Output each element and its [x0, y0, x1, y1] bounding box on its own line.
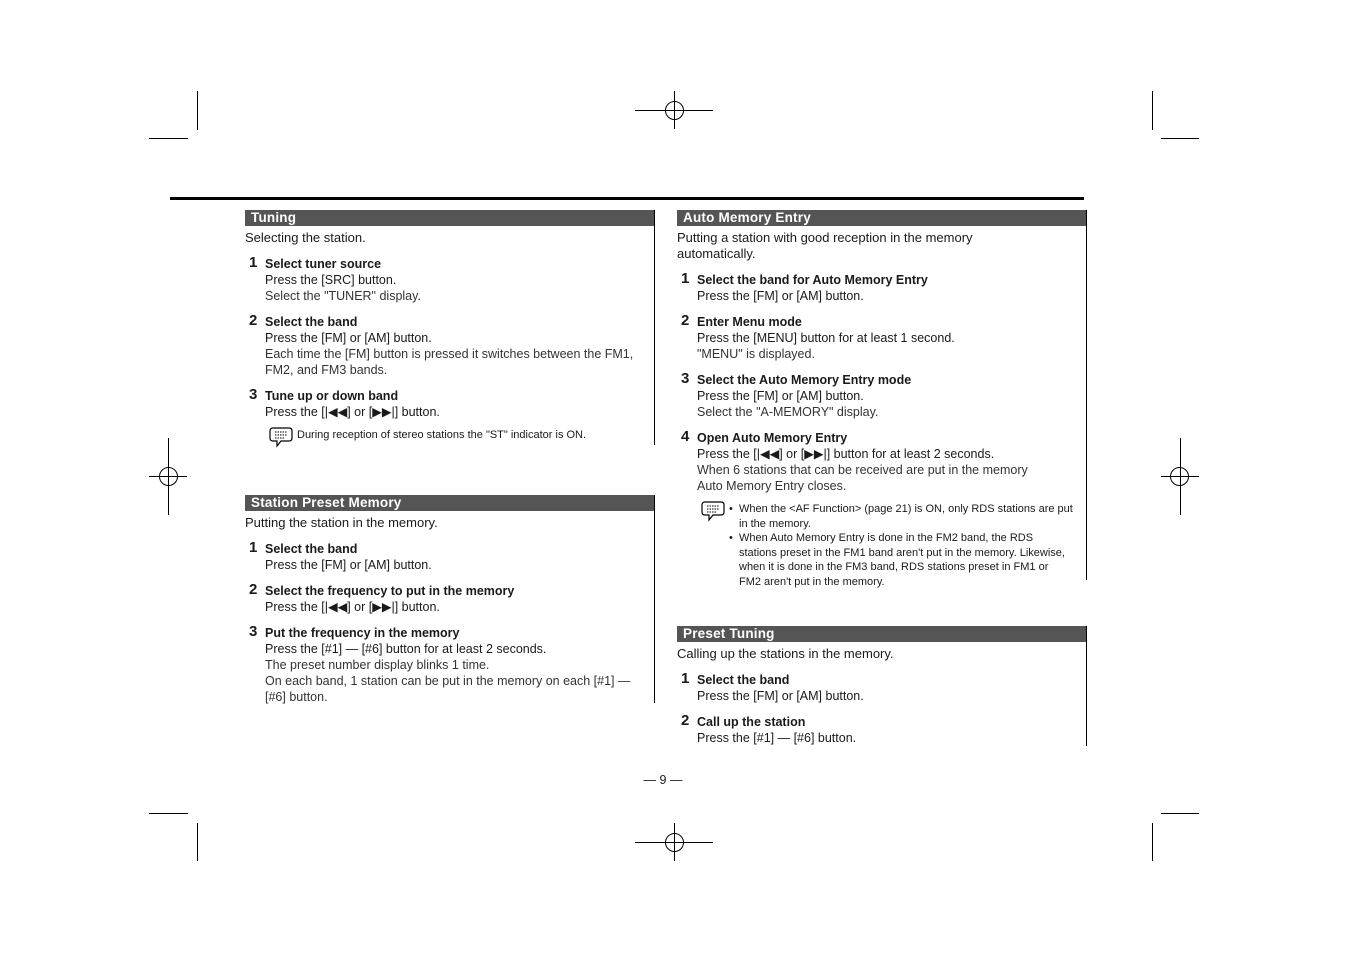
step — [245, 256, 655, 304]
step — [245, 583, 655, 615]
page-number: — 9 — — [643, 773, 683, 787]
step-number: 1 — [249, 539, 258, 556]
section-title: Auto Memory Entry — [677, 210, 1087, 226]
step-title: Select tuner source — [265, 257, 382, 271]
step — [245, 625, 655, 705]
step-title: Open Auto Memory Entry — [697, 431, 848, 445]
section-intro: Calling up the stations in the memory. — [677, 646, 894, 661]
section-station-preset-memory — [245, 495, 655, 705]
step-title: Select the Auto Memory Entry mode — [697, 373, 912, 387]
step-number: 3 — [249, 386, 258, 403]
step-action: Press the [FM] or [AM] button. — [697, 389, 864, 403]
step-action: Press the [|◀◀] or [▶▶|] button. — [265, 600, 440, 614]
step-action: Press the [FM] or [AM] button. — [697, 689, 864, 703]
step-number: 2 — [249, 581, 258, 598]
hint-text: During reception of stereo stations the "ST" indicator is ON. — [297, 429, 587, 441]
step-note: Each time the [FM] button is pressed it switches between the FM1, FM2, and FM3 bands. — [265, 347, 634, 377]
step-number: 2 — [681, 312, 690, 329]
step-number: 1 — [681, 670, 690, 687]
step-number: 1 — [681, 270, 690, 287]
step-note: When 6 stations that can be received are put in the memory Auto Memory Entry closes. — [697, 463, 1028, 493]
section-preset-tuning — [677, 626, 1087, 746]
section-title: Tuning — [245, 210, 655, 226]
step-number: 4 — [681, 428, 690, 445]
step-action: Press the [FM] or [AM] button. — [265, 558, 432, 572]
step-action: Press the [FM] or [AM] button. — [697, 289, 864, 303]
step-note: Select the "A-MEMORY" display. — [697, 405, 879, 419]
step-title: Select the band — [265, 315, 358, 329]
hint-bullet: • When Auto Memory Entry is done in the FM2 band, the RDS stations preset in the FM1 band aren't put in the memory. Likewise, when it is done in the FM3 band, RDS stations preset in FM1 or FM2 aren't put in the memory. — [729, 531, 1073, 589]
step-title: Select the frequency to put in the memory — [265, 584, 515, 598]
hint-notes — [697, 502, 1087, 589]
step — [677, 430, 1087, 494]
step-title: Select the band for Auto Memory Entry — [697, 273, 928, 287]
section-intro: Selecting the station. — [245, 230, 366, 245]
step — [677, 672, 1087, 704]
step-note: The preset number display blinks 1 time. — [265, 658, 490, 672]
step-action: Press the [|◀◀] or [▶▶|] button. — [265, 405, 440, 419]
step-title: Tune up or down band — [265, 389, 399, 403]
step-number: 3 — [249, 623, 258, 640]
step-action: Press the [MENU] button for at least 1 second. — [697, 331, 955, 345]
step-title: Enter Menu mode — [697, 315, 802, 329]
step — [677, 314, 1087, 362]
section-intro: Putting the station in the memory. — [245, 515, 438, 530]
step — [245, 388, 655, 420]
step-action: Press the [#1] — [#6] button. — [697, 731, 857, 745]
step — [677, 714, 1087, 746]
step-title: Call up the station — [697, 715, 806, 729]
section-intro: Putting a station with good reception in the memory automatically. — [677, 230, 973, 261]
step-note: Select the "TUNER" display. — [265, 289, 421, 303]
header-rule — [170, 197, 1084, 200]
step-action: Press the [SRC] button. — [265, 273, 397, 287]
step — [245, 314, 655, 378]
note-icon — [269, 426, 293, 448]
step-number: 2 — [681, 712, 690, 729]
section-auto-memory-entry — [677, 210, 1087, 589]
note-icon — [701, 500, 725, 522]
step-action: Press the [|◀◀] or [▶▶|] button for at least 2 seconds. — [697, 447, 995, 461]
step — [677, 372, 1087, 420]
step-action: Press the [FM] or [AM] button. — [265, 331, 432, 345]
step — [677, 272, 1087, 304]
step — [245, 541, 655, 573]
step-title: Select the band — [265, 542, 358, 556]
section-title: Preset Tuning — [677, 626, 1087, 642]
step-number: 2 — [249, 312, 258, 329]
step-action: Press the [#1] — [#6] button for at least 2 seconds. — [265, 642, 547, 656]
step-number: 3 — [681, 370, 690, 387]
section-tuning — [245, 210, 655, 443]
step-number: 1 — [249, 254, 258, 271]
hint-note — [265, 428, 655, 443]
section-title: Station Preset Memory — [245, 495, 655, 511]
step-note: On each band, 1 station can be put in the memory on each [#1] — [#6] button. — [265, 674, 631, 704]
step-title: Put the frequency in the memory — [265, 626, 460, 640]
hint-bullet: • When the <AF Function> (page 21) is ON, only RDS stations are put in the memory. — [729, 502, 1073, 531]
step-title: Select the band — [697, 673, 790, 687]
step-note: "MENU" is displayed. — [697, 347, 815, 361]
